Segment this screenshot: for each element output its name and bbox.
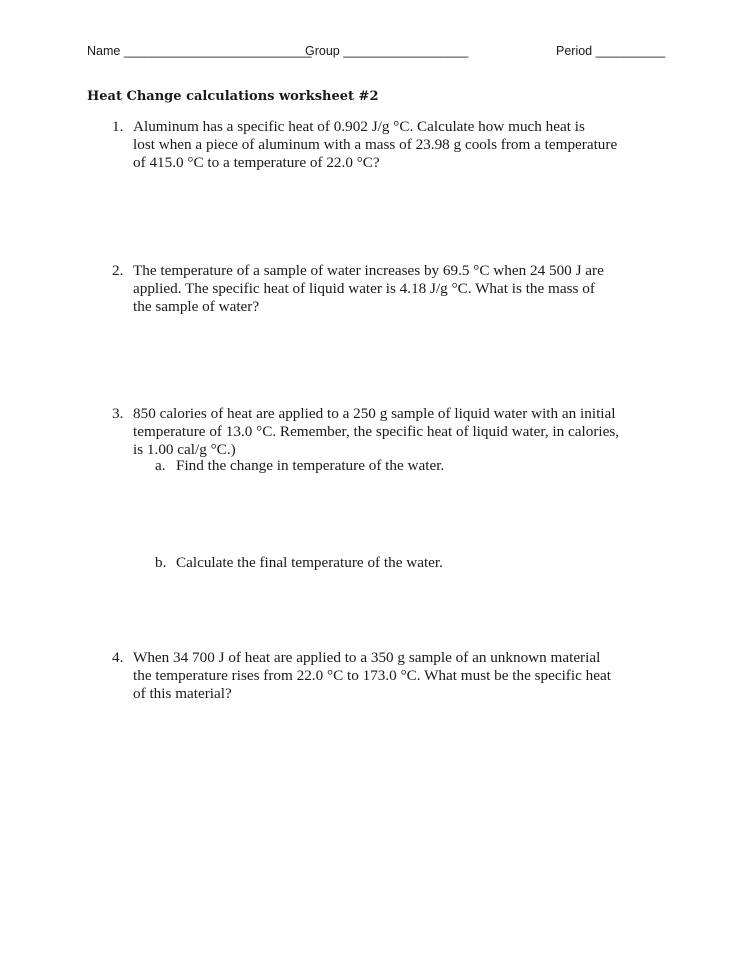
part-label: b.: [155, 554, 167, 571]
question-number: 2.: [112, 262, 124, 279]
question-text-line: applied. The specific heat of liquid water is 4.18 J/g °C. What is the mass of: [133, 280, 595, 297]
question-3: [112, 405, 619, 459]
question-3b: [155, 554, 443, 572]
question-text-line: the temperature rises from 22.0 °C to 173.0 °C. What must be the specific heat: [133, 667, 611, 684]
name-field[interactable]: Name ___________________________: [87, 44, 312, 58]
question-text-line: is 1.00 cal/g °C.): [133, 441, 236, 458]
question-1: [112, 118, 617, 172]
question-text-line: The temperature of a sample of water increases by 69.5 °C when 24 500 J are: [133, 262, 604, 279]
question-text-line: of 415.0 °C to a temperature of 22.0 °C?: [133, 154, 380, 171]
question-3a: [155, 457, 444, 475]
question-text-line: of this material?: [133, 685, 232, 702]
question-text-line: temperature of 13.0 °C. Remember, the specific heat of liquid water, in calories,: [133, 423, 620, 440]
part-text: Find the change in temperature of the water.: [176, 457, 445, 474]
question-text-line: the sample of water?: [133, 298, 260, 315]
part-label: a.: [155, 457, 166, 474]
question-text-line: When 34 700 J of heat are applied to a 350 g sample of an unknown material: [133, 649, 601, 666]
worksheet-title: Heat Change calculations worksheet #2: [87, 89, 379, 104]
question-text-line: 850 calories of heat are applied to a 250 g sample of liquid water with an initial: [133, 405, 616, 422]
question-text-line: Aluminum has a specific heat of 0.902 J/g °C. Calculate how much heat is: [133, 118, 585, 135]
group-field[interactable]: Group __________________: [305, 44, 469, 58]
question-number: 1.: [112, 118, 124, 135]
question-number: 4.: [112, 649, 124, 666]
question-text-line: lost when a piece of aluminum with a mass of 23.98 g cools from a temperature: [133, 136, 618, 153]
period-field[interactable]: Period __________: [556, 44, 666, 58]
question-2: [112, 262, 604, 316]
question-number: 3.: [112, 405, 124, 422]
part-text: Calculate the final temperature of the water.: [176, 554, 443, 571]
question-4: [112, 649, 611, 703]
